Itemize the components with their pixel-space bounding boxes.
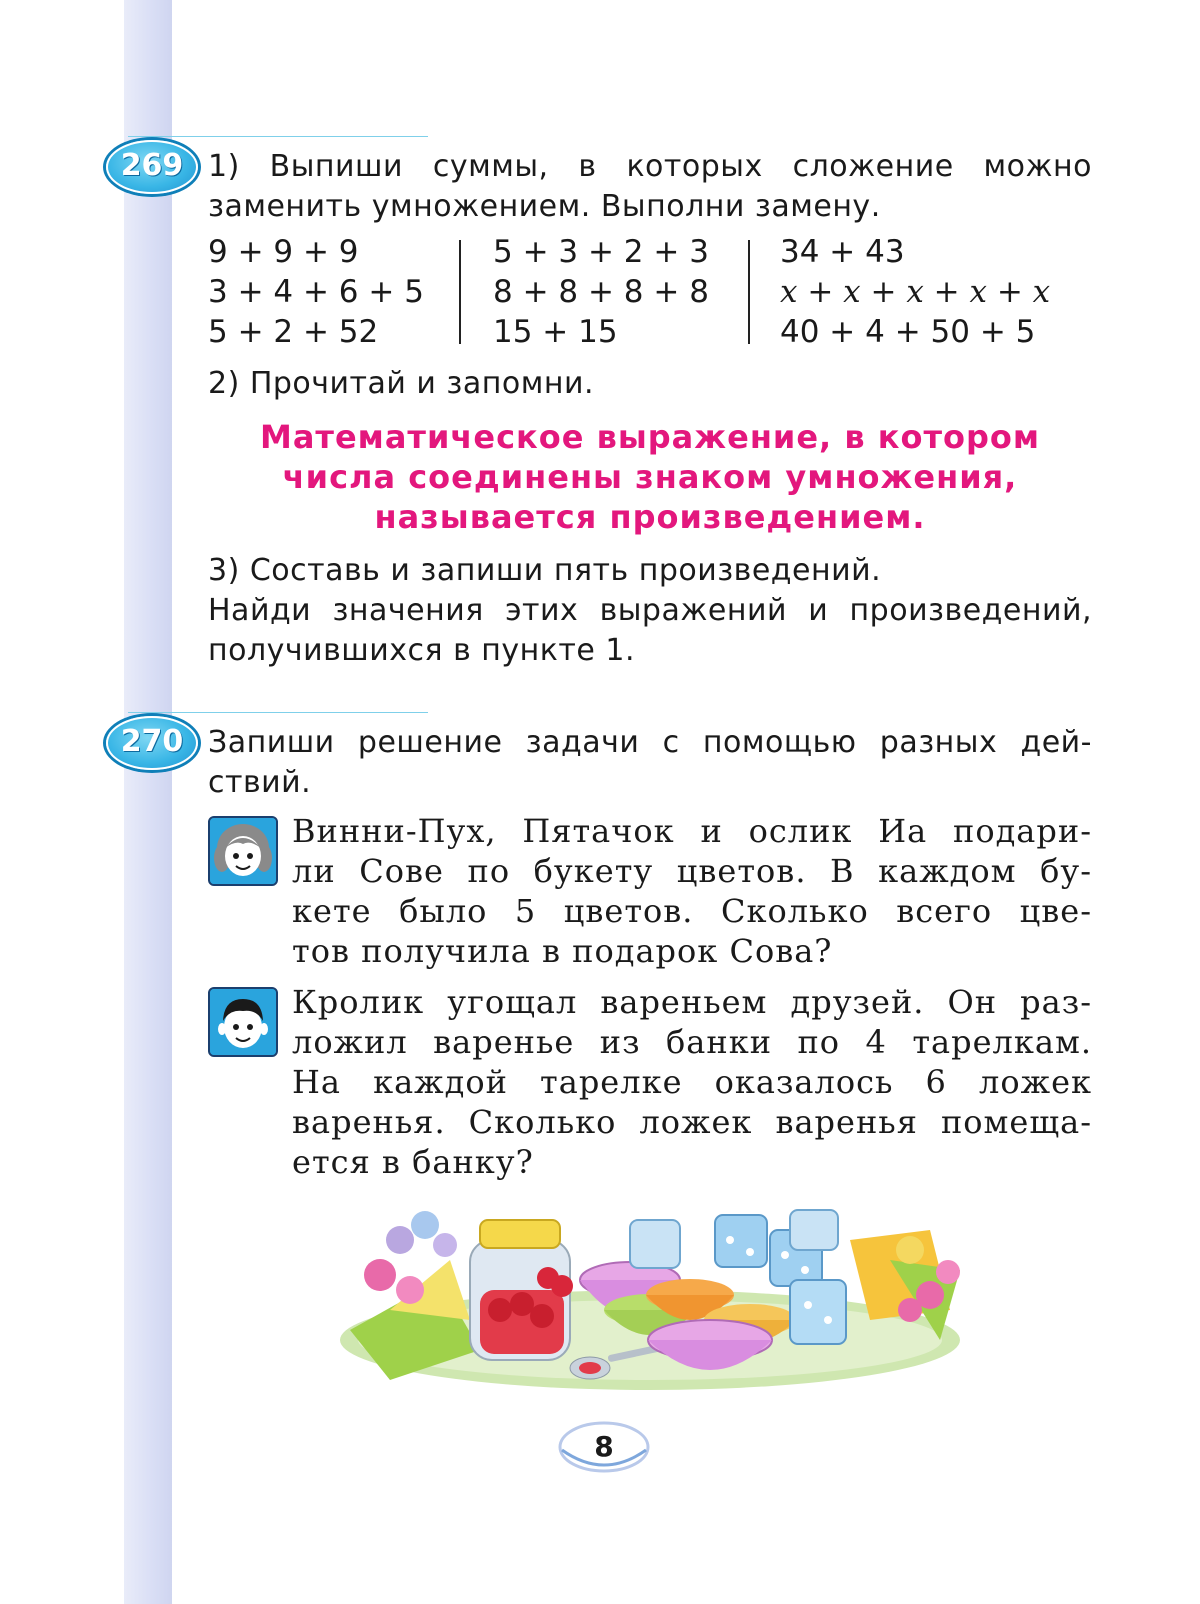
sums-column-3: [780, 232, 1050, 352]
exercise-text: Запиши решение задачи с помощью разных дей-: [208, 725, 1092, 760]
problem-line: ложил варенье из банки по 4 тарелкам.: [292, 1023, 1092, 1061]
problem-line: Кролик угощал вареньем друзей. Он раз-: [292, 983, 1092, 1021]
sum-expression: 9 + 9 + 9: [208, 234, 359, 270]
sums-column-1: [208, 232, 424, 352]
exercise-number-badge: [106, 140, 198, 194]
problem-line: кете было 5 цветов. Сколько всего цве-: [292, 892, 1092, 930]
problem-line: варенья. Сколько ложек варенья помеща-: [292, 1103, 1092, 1141]
sum-expression: 5 + 2 + 52: [208, 314, 379, 350]
sum-expression: 34 + 43: [780, 234, 905, 270]
exercise-number-badge: [106, 716, 198, 770]
exercise-header-line: [128, 712, 428, 713]
page-number: 8: [594, 1430, 614, 1463]
exercise-text: 1) Выпиши суммы, в которых сложение можно: [208, 149, 1092, 184]
boy-face-icon: [208, 987, 278, 1057]
page-spine: [124, 0, 172, 1604]
rule-definition-line: числа соединены знаком умножения,: [282, 458, 1018, 496]
problem-line: тов получила в подарок Сова?: [292, 932, 833, 970]
exercise-text: 2) Прочитай и запомни.: [208, 366, 595, 401]
sum-expression: 15 + 15: [493, 314, 618, 350]
sum-expression: 40 + 4 + 50 + 5: [780, 314, 1036, 350]
sums-column-2: [493, 232, 709, 352]
exercise-text: заменить умножением. Выполни замену.: [208, 189, 881, 224]
rule-definition-line: называется произведением.: [374, 498, 926, 536]
sum-expression: 5 + 3 + 2 + 3: [493, 234, 709, 270]
sum-expression: 3 + 4 + 6 + 5: [208, 274, 424, 310]
exercise-text: 3) Составь и запиши пять произведений.: [208, 553, 882, 588]
exercise-text: получившихся в пункте 1.: [208, 633, 635, 668]
rule-definition-line: Математическое выражение, в котором: [259, 418, 1041, 456]
jam-and-tea-illustration: [330, 1200, 970, 1400]
problem-line: На каждой тарелке оказалось 6 ложек: [292, 1063, 1092, 1101]
problem-line: ется в банку?: [292, 1143, 534, 1181]
exercise-number: 270: [120, 724, 184, 759]
page-number-badge: [558, 1420, 650, 1474]
problem-line: ли Сове по букету цветов. В каждом бу-: [292, 852, 1092, 890]
jam-jar: [470, 1220, 573, 1360]
girl-face-icon: [208, 816, 278, 886]
sum-expression: x + x + x + x + x: [780, 274, 1051, 310]
column-divider: [748, 240, 750, 344]
column-divider: [459, 240, 461, 344]
exercise-header-line: [128, 136, 428, 137]
exercise-number: 269: [120, 148, 184, 183]
exercise-text: ствий.: [208, 765, 312, 800]
word-problem-1: [292, 811, 1092, 971]
word-problem-2: [292, 982, 1092, 1182]
exercise-text: Найди значения этих выражений и произведений,: [208, 593, 1092, 628]
problem-line: Винни-Пух, Пятачок и ослик Иа подари-: [292, 812, 1092, 850]
sum-expression: 8 + 8 + 8 + 8: [493, 274, 709, 310]
